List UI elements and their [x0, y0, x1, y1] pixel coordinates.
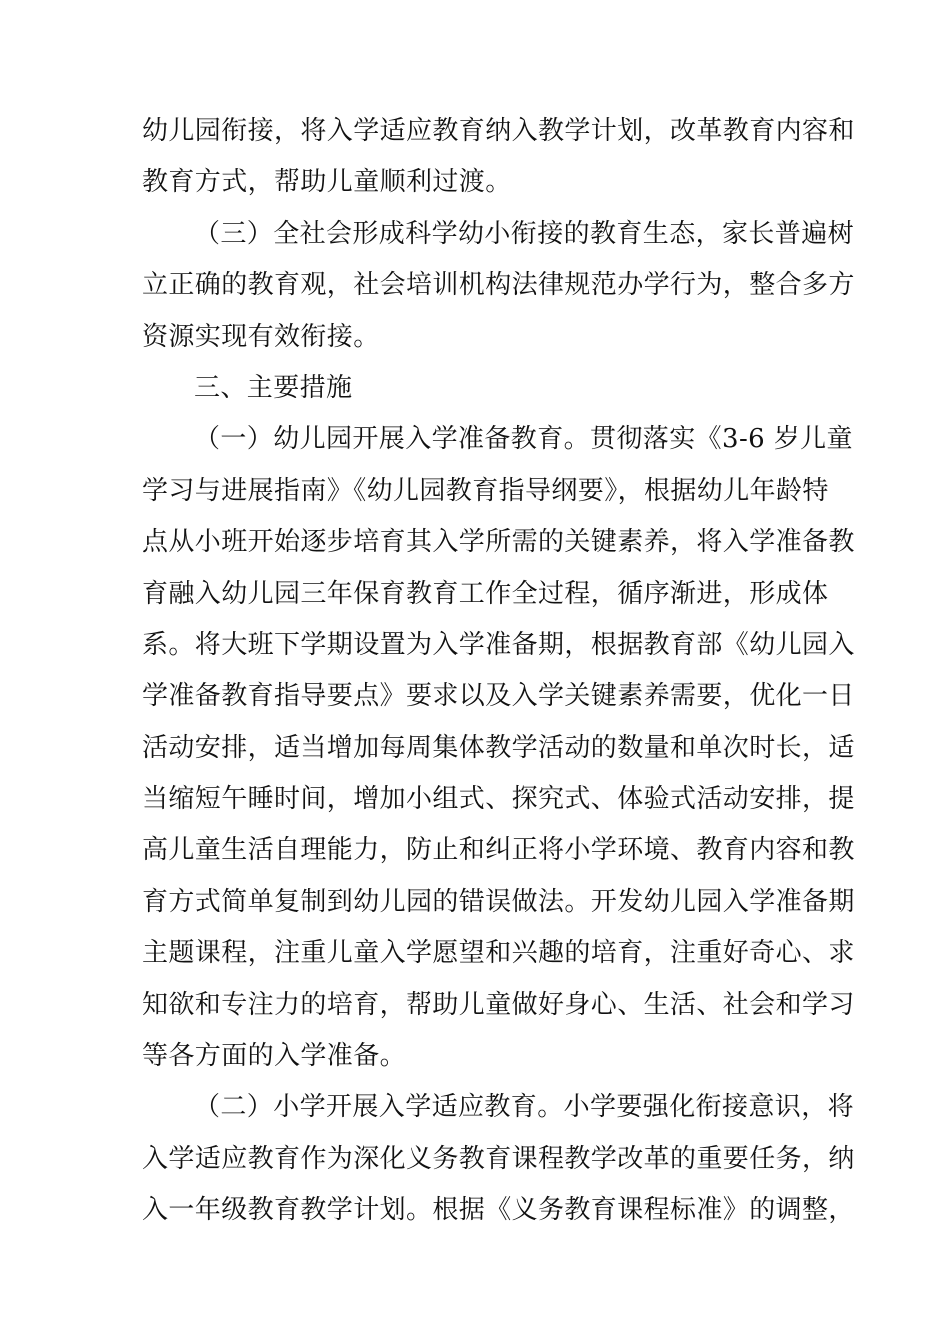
text-line: 幼儿园衔接，将入学适应教育纳入教学计划，改革教育内容和: [142, 116, 855, 146]
text-line: 当缩短午睡时间，增加小组式、探究式、体验式活动安排，提: [142, 784, 855, 815]
text-line: 知欲和专注力的培育，帮助儿童做好身心、生活、社会和学习: [142, 989, 855, 1020]
paragraph-start-line: （一）幼儿园开展入学准备教育。贯彻落实《3-6 岁儿童: [194, 424, 853, 455]
paragraph-start-line: （三）全社会形成科学幼小衔接的教育生态，家长普遍树: [194, 218, 855, 249]
text-line: 立正确的教育观，社会培训机构法律规范办学行为，整合多方: [142, 270, 855, 301]
text-line: 入一年级教育教学计划。根据《义务教育课程标准》的调整，: [142, 1195, 855, 1226]
text-line: 学准备教育指导要点》要求以及入学关键素养需要，优化一日: [142, 681, 855, 712]
document-body: [142, 106, 855, 1237]
text-line: 等各方面的入学准备。: [142, 1041, 407, 1072]
text-line: 高儿童生活自理能力，防止和纠正将小学环境、教育内容和教: [142, 835, 855, 866]
text-line: 教育方式，帮助儿童顺利过渡。: [142, 167, 512, 198]
text-line: 活动安排，适当增加每周集体教学活动的数量和单次时长，适: [142, 732, 855, 763]
text-line: 资源实现有效衔接。: [142, 321, 380, 352]
text-line: 点从小班开始逐步培育其入学所需的关键素养，将入学准备教: [142, 527, 855, 558]
text-line: 学习与进展指南》《幼儿园教育指导纲要》，根据幼儿年龄特: [142, 475, 829, 506]
text-line: 系。将大班下学期设置为入学准备期，根据教育部《幼儿园入: [142, 629, 855, 660]
text-line: 育融入幼儿园三年保育教育工作全过程，循序渐进，形成体: [142, 578, 829, 609]
text-line: 主题课程，注重儿童入学愿望和兴趣的培育，注重好奇心、求: [142, 938, 855, 969]
section-heading: 三、主要措施: [194, 372, 353, 403]
paragraph-start-line: （二）小学开展入学适应教育。小学要强化衔接意识，将: [194, 1092, 855, 1123]
text-line: 入学适应教育作为深化义务教育课程教学改革的重要任务，纳: [142, 1143, 855, 1174]
text-line: 育方式简单复制到幼儿园的错误做法。开发幼儿园入学准备期: [142, 886, 855, 917]
